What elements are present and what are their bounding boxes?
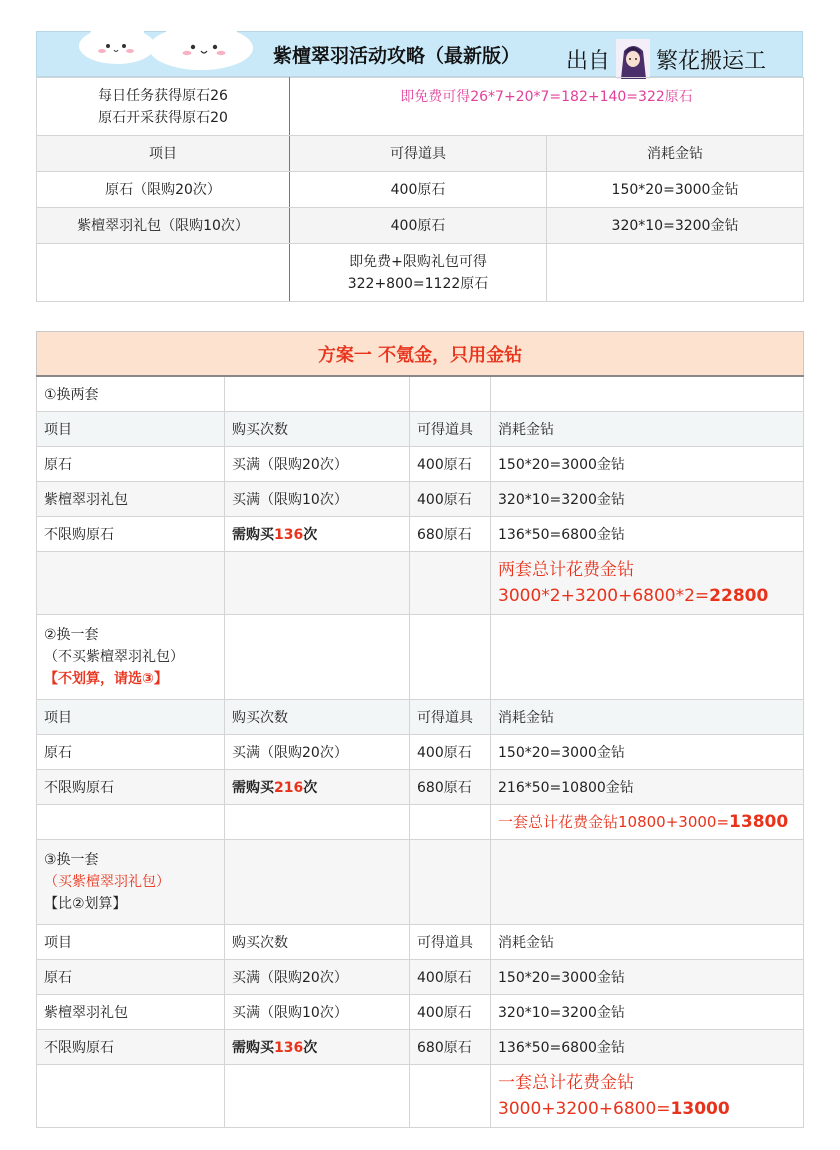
- empty-cell: [547, 244, 804, 302]
- empty-cell: [225, 840, 410, 925]
- col-times: 购买次数: [225, 700, 410, 735]
- credit-author: 繁花搬运工: [656, 48, 767, 74]
- column-header-row: [37, 700, 804, 735]
- times-suffix: 次: [303, 780, 318, 796]
- total-row: [37, 1065, 804, 1128]
- col-cost: 消耗金钻: [491, 925, 804, 960]
- table-row: [37, 1030, 804, 1065]
- row-cost: 136*50=6800金钻: [491, 1030, 804, 1065]
- empty-cell: [410, 376, 491, 412]
- option-label-row: [37, 840, 804, 925]
- times-number: 136: [274, 527, 304, 543]
- credit-prefix: 出自: [566, 48, 611, 74]
- table-row: [37, 517, 804, 552]
- summary-total-cell: [290, 244, 547, 302]
- table-row: [37, 208, 804, 244]
- table-row: [37, 482, 804, 517]
- empty-cell: [225, 1065, 410, 1128]
- row-cost: 320*10=3200金钻: [491, 482, 804, 517]
- row-cost: 150*20=3000金钻: [491, 960, 804, 995]
- option3-note: （买紫檀翠羽礼包）: [44, 874, 170, 890]
- empty-cell: [491, 840, 804, 925]
- total-value: 13000: [670, 1099, 730, 1119]
- row-times: [225, 770, 410, 805]
- summary-table: [36, 77, 804, 302]
- col-cost: 消耗金钻: [491, 412, 804, 447]
- row-cost: 320*10=3200金钻: [491, 995, 804, 1030]
- row-times: 买满（限购10次）: [225, 482, 410, 517]
- author-credit: [566, 41, 766, 77]
- total-expr: 3000+3200+6800=: [498, 1099, 671, 1119]
- row-item: 不限购原石: [37, 770, 225, 805]
- table-row: [37, 995, 804, 1030]
- col-gain: 可得道具: [410, 700, 491, 735]
- table-row: [37, 770, 804, 805]
- option-label-row: [37, 376, 804, 412]
- option2-note: （不买紫檀翠羽礼包）: [44, 649, 184, 665]
- page-title: 紫檀翠羽活动攻略（最新版）: [273, 45, 521, 67]
- option-label-row: [37, 615, 804, 700]
- row-gain: 400原石: [410, 482, 491, 517]
- row-cost: 150*20=3000金钻: [491, 447, 804, 482]
- option2-label-cell: [37, 615, 225, 700]
- column-header-row: [37, 412, 804, 447]
- row-item: 原石: [37, 447, 225, 482]
- col-times: 购买次数: [225, 925, 410, 960]
- daily-row: [37, 78, 804, 136]
- row-item: 紫檀翠羽礼包: [37, 995, 225, 1030]
- col-gain: 可得道具: [410, 925, 491, 960]
- summary-item: 原石（限购20次）: [37, 172, 290, 208]
- row-times: 买满（限购20次）: [225, 447, 410, 482]
- row-item: 不限购原石: [37, 1030, 225, 1065]
- empty-cell: [410, 615, 491, 700]
- row-cost: 150*20=3000金钻: [491, 735, 804, 770]
- row-times: 买满（限购10次）: [225, 995, 410, 1030]
- empty-cell: [37, 552, 225, 615]
- option1-label: ①换两套: [37, 376, 225, 412]
- summary-cost: 150*20=3000金钻: [547, 172, 804, 208]
- empty-cell: [225, 552, 410, 615]
- row-gain: 400原石: [410, 995, 491, 1030]
- row-gain: 400原石: [410, 447, 491, 482]
- row-gain: 680原石: [410, 517, 491, 552]
- daily-income-cell: [37, 78, 290, 136]
- option2-label: ②换一套: [44, 627, 99, 643]
- empty-cell: [37, 805, 225, 840]
- table-row: [37, 172, 804, 208]
- summary-item: 紫檀翠羽礼包（限购10次）: [37, 208, 290, 244]
- option3-label-cell: [37, 840, 225, 925]
- option1-total: [491, 552, 804, 615]
- row-times: 买满（限购20次）: [225, 735, 410, 770]
- row-times: 买满（限购20次）: [225, 960, 410, 995]
- row-times: [225, 517, 410, 552]
- times-prefix: 需购买: [232, 527, 274, 543]
- option3-total: [491, 1065, 804, 1128]
- row-item: 原石: [37, 960, 225, 995]
- total-label: 一套总计花费金钻: [498, 1073, 634, 1093]
- total-value: 22800: [709, 586, 769, 606]
- empty-cell: [491, 376, 804, 412]
- total-label: 两套总计花费金钻: [498, 560, 634, 580]
- row-item: 紫檀翠羽礼包: [37, 482, 225, 517]
- empty-cell: [225, 805, 410, 840]
- summary-total-line2: 322+800=1122原石: [347, 275, 489, 292]
- row-gain: 680原石: [410, 1030, 491, 1065]
- empty-cell: [491, 615, 804, 700]
- summary-gain: 400原石: [290, 172, 547, 208]
- row-gain: 400原石: [410, 735, 491, 770]
- empty-cell: [410, 840, 491, 925]
- summary-cost: 320*10=3200金钻: [547, 208, 804, 244]
- total-row: [37, 805, 804, 840]
- times-suffix: 次: [303, 1040, 318, 1056]
- option3-compare: 【比②划算】: [44, 896, 127, 912]
- empty-cell: [37, 1065, 225, 1128]
- option3-label: ③换一套: [44, 852, 99, 868]
- plan-header-row: [37, 332, 804, 377]
- summary-col-cost: 消耗金钻: [547, 136, 804, 172]
- summary-total-row: [37, 244, 804, 302]
- col-item: 项目: [37, 925, 225, 960]
- plan-table: [36, 331, 804, 1128]
- free-total-text: 即免费可得26*7+20*7=182+140=322原石: [290, 78, 804, 136]
- empty-cell: [410, 552, 491, 615]
- total-value: 13800: [729, 812, 789, 832]
- plan-title: 方案一 不氪金，只用金钻: [37, 332, 804, 377]
- column-header-row: [37, 925, 804, 960]
- col-cost: 消耗金钻: [491, 700, 804, 735]
- times-prefix: 需购买: [232, 1040, 274, 1056]
- empty-cell: [225, 376, 410, 412]
- col-gain: 可得道具: [410, 412, 491, 447]
- times-suffix: 次: [303, 527, 318, 543]
- row-gain: 400原石: [410, 960, 491, 995]
- col-item: 项目: [37, 412, 225, 447]
- row-item: 原石: [37, 735, 225, 770]
- summary-total-line1: 即免费+限购礼包可得: [349, 253, 487, 270]
- times-number: 216: [274, 780, 304, 796]
- daily-task-text: 每日任务获得原石26: [98, 87, 228, 104]
- col-times: 购买次数: [225, 412, 410, 447]
- row-item: 不限购原石: [37, 517, 225, 552]
- option2-total: [491, 805, 804, 840]
- row-cost: 216*50=10800金钻: [491, 770, 804, 805]
- row-gain: 680原石: [410, 770, 491, 805]
- row-times: [225, 1030, 410, 1065]
- summary-col-item: 项目: [37, 136, 290, 172]
- empty-cell: [410, 1065, 491, 1128]
- avatar: [616, 39, 650, 79]
- summary-gain: 400原石: [290, 208, 547, 244]
- summary-col-gain: 可得道具: [290, 136, 547, 172]
- empty-cell: [37, 244, 290, 302]
- mining-text: 原石开采获得原石20: [98, 109, 228, 126]
- summary-header-row: [37, 136, 804, 172]
- table-row: [37, 447, 804, 482]
- table-row: [37, 960, 804, 995]
- total-row: [37, 552, 804, 615]
- empty-cell: [410, 805, 491, 840]
- cloud-right-icon: [145, 10, 257, 72]
- row-cost: 136*50=6800金钻: [491, 517, 804, 552]
- option2-warning: 【不划算，请选③】: [44, 671, 168, 687]
- table-row: [37, 735, 804, 770]
- col-item: 项目: [37, 700, 225, 735]
- total-expr: 3000*2+3200+6800*2=: [498, 586, 710, 606]
- times-prefix: 需购买: [232, 780, 274, 796]
- times-number: 136: [274, 1040, 304, 1056]
- total-label: 一套总计花费金钻10800+3000=: [498, 813, 730, 831]
- empty-cell: [225, 615, 410, 700]
